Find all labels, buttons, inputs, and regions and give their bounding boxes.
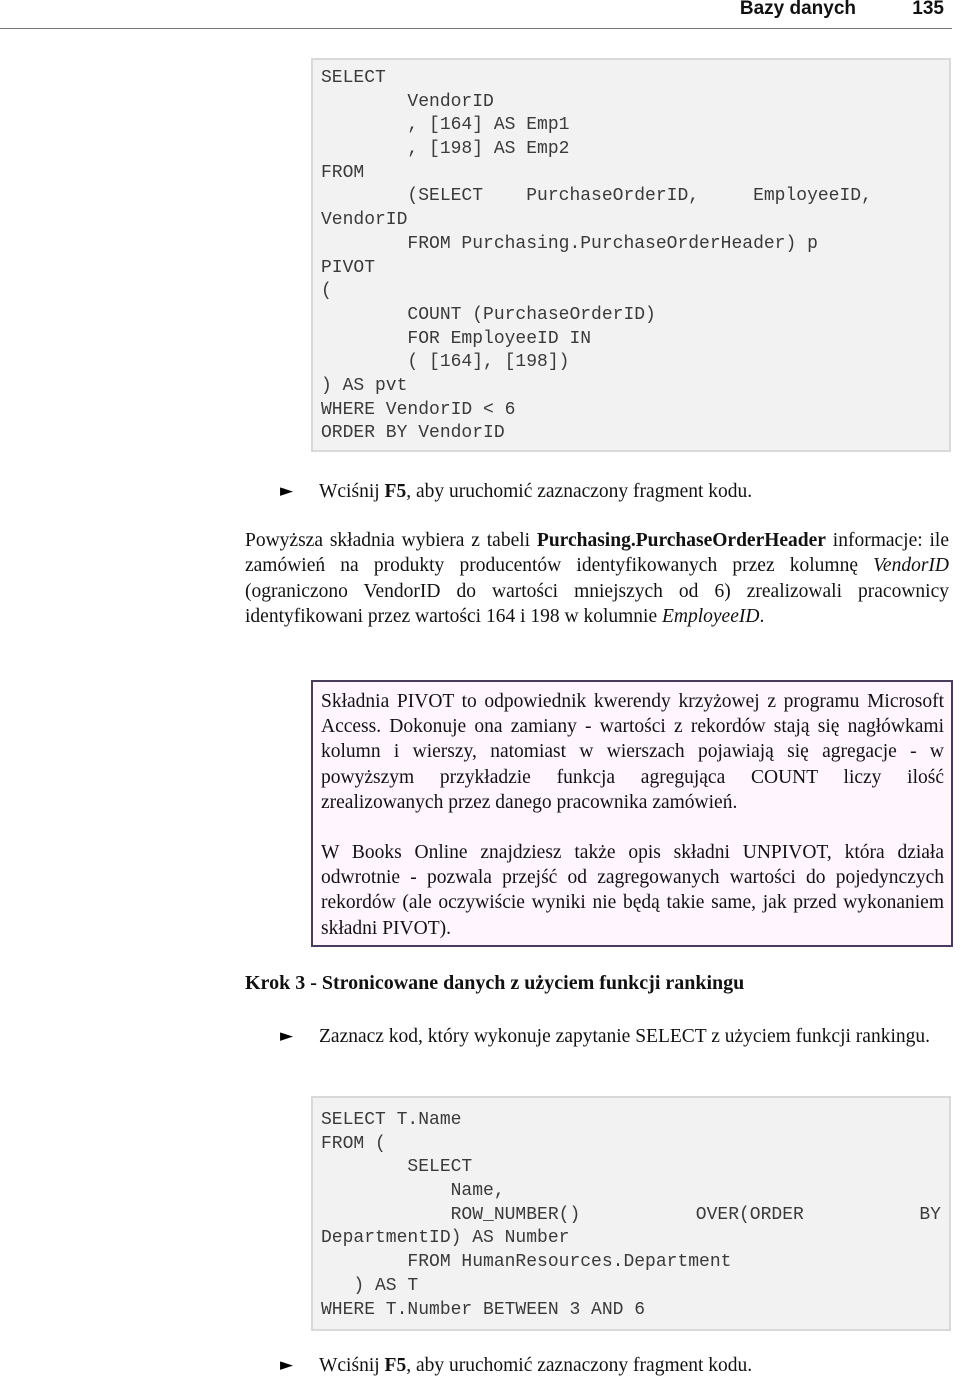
shortcut-key: F5 bbox=[384, 481, 407, 502]
step-instruction-run: Wciśnij F5, aby uruchomić zaznaczony fragment kodu. bbox=[319, 1355, 753, 1376]
page-header bbox=[0, 0, 952, 29]
code-line: ) AS T bbox=[321, 1275, 419, 1296]
code-line: FROM Purchasing.PurchaseOrderHeader) p bbox=[321, 233, 818, 254]
bullet-arrow-icon: ► bbox=[280, 1026, 294, 1046]
code-line: ( bbox=[321, 281, 332, 302]
code-line: ROW_NUMBER() OVER(ORDER BY bbox=[321, 1204, 941, 1225]
note-paragraph: W Books Online znajdziesz także opis składni UNPIVOT, która działa odwrotnie - pozwala przejść od zagregowanych wartości do pojedynczych rekordów (ale oczywiście wyniki nie będą takie same, jak przed wykonaniem składni PIVOT). bbox=[321, 842, 944, 939]
book-title: Bazy danych bbox=[739, 0, 856, 19]
code-line: FROM bbox=[321, 162, 365, 183]
code-line: FROM ( bbox=[321, 1133, 386, 1154]
code-line: DepartmentID) AS Number bbox=[321, 1228, 570, 1249]
code-line: ) AS pvt bbox=[321, 375, 408, 396]
code-line: PIVOT bbox=[321, 257, 376, 278]
table-name: Purchasing.PurchaseOrderHeader bbox=[536, 530, 826, 551]
section-heading: Krok 3 - Stronicowane danych z użyciem funkcji rankingu bbox=[245, 972, 745, 994]
code-line: WHERE VendorID < 6 bbox=[321, 399, 516, 420]
note-paragraph: Składnia PIVOT to odpowiednik kwerendy krzyżowej z programu Microsoft Access. Dokonuje ona zamiany - wartości z rekordów stają się nagłówkami kolumn i wierszy, natomiast w wierszach pojawiają się agregacje - w powyższym przykładzie funkcja agregująca COUNT liczy ilość zrealizowanych przez danego pracownika zamówień. bbox=[321, 691, 944, 813]
code-line: (SELECT PurchaseOrderID, EmployeeID, bbox=[321, 186, 872, 207]
bullet-arrow-icon: ► bbox=[280, 481, 294, 501]
code-line: FROM HumanResources.Department bbox=[321, 1252, 732, 1273]
code-block-pivot bbox=[311, 58, 951, 452]
code-line: WHERE T.Number BETWEEN 3 AND 6 bbox=[321, 1299, 646, 1320]
code-line: VendorID bbox=[321, 210, 408, 231]
note-box bbox=[311, 680, 953, 947]
explanation-paragraph: Powyższa składnia wybiera z tabeli Purchasing.PurchaseOrderHeader informacje: ile zamówień na produkty producentów identyfikowanych przez kolumnę VendorID (ograniczono VendorID do wartości mniejszych od 6) zrealizowali pracownicy identyfikowani przez wartości 164 i 198 w kolumnie EmployeeID. bbox=[245, 530, 949, 628]
column-name: EmployeeID bbox=[661, 606, 760, 628]
code-line: SELECT bbox=[321, 68, 386, 88]
code-line: , [164] AS Emp1 bbox=[321, 115, 570, 136]
code-line: COUNT (PurchaseOrderID) bbox=[321, 304, 656, 325]
shortcut-key: F5 bbox=[384, 1355, 407, 1376]
code-line: SELECT T.Name bbox=[321, 1110, 462, 1130]
bullet-arrow-icon: ► bbox=[280, 1355, 294, 1375]
step-instruction-select: Zaznacz kod, który wykonuje zapytanie SELECT z użyciem funkcji rankingu. bbox=[319, 1026, 930, 1047]
code-line: Name, bbox=[321, 1181, 505, 1202]
code-line: ORDER BY VendorID bbox=[321, 423, 505, 444]
step-instruction-run: Wciśnij F5, aby uruchomić zaznaczony fragment kodu. bbox=[319, 481, 753, 502]
column-name: VendorID bbox=[873, 555, 949, 577]
code-line: ( [164], [198]) bbox=[321, 352, 570, 373]
page-number: 135 bbox=[912, 0, 944, 19]
code-line: FOR EmployeeID IN bbox=[321, 328, 592, 349]
code-line: SELECT bbox=[321, 1157, 473, 1178]
code-block-ranking bbox=[311, 1096, 951, 1331]
code-line: , [198] AS Emp2 bbox=[321, 139, 570, 160]
code-line: VendorID bbox=[321, 91, 494, 112]
